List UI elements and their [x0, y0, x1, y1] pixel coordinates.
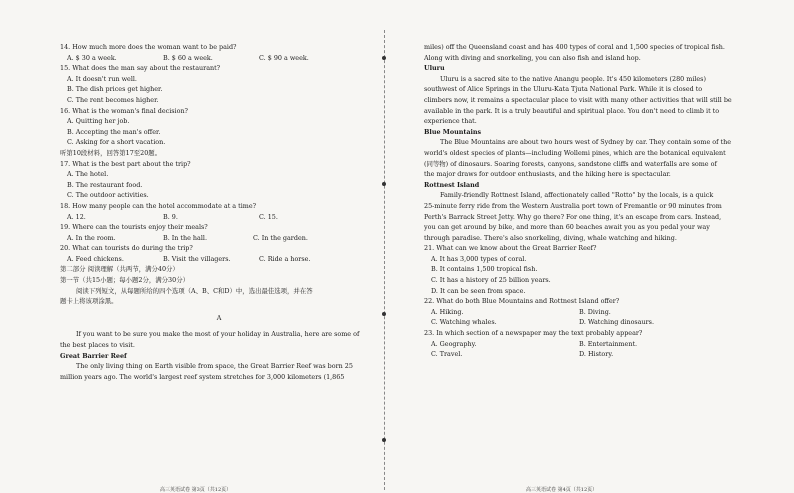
option-c: C. In the garden. [253, 233, 308, 242]
option-b: B. Entertainment. [579, 339, 638, 348]
section-one-heading: 第一节（共15小题；每小题2分，满分30分） [60, 276, 189, 285]
option-b: B. In the hall. [163, 233, 207, 242]
right-column [424, 42, 744, 360]
binding-dot [382, 312, 386, 316]
question-23-options-cd [424, 349, 744, 360]
option-a: A. In the room. [67, 233, 116, 242]
option-c: C. 15. [259, 212, 278, 221]
left-column [60, 42, 378, 382]
bm-line-1: The Blue Mountains are about two hours west of Sydney by car. They contain some of the [440, 138, 731, 147]
option-c: C. It has a history of 25 billion years. [431, 276, 551, 285]
question-19-options [60, 233, 378, 244]
uluru-line-1: Uluru is a sacred site to the native Anangu people. It's 450 kilometers (280 miles) [440, 74, 706, 83]
question-21: 21. What can we know about the Great Barrier Reef? [424, 244, 597, 253]
option-a: A. It has 3,000 types of coral. [431, 254, 527, 263]
question-20: 20. What can tourists do during the trip? [60, 244, 193, 253]
option-b: B. The restaurant food. [67, 180, 143, 189]
option-a: A. Feed chickens. [67, 254, 124, 263]
question-22-options-cd [424, 317, 744, 328]
option-b: B. 9. [163, 212, 178, 221]
instruction-line-1: 阅读下列短文，从每题所给的四个选项（A、B、C和D）中，选出最佳选项，并在答 [76, 286, 313, 295]
question-23: 23. In which section of a newspaper may the text probably appear? [424, 329, 643, 338]
option-a: A. $ 30 a week. [67, 53, 117, 62]
option-a: A. Quitting her job. [67, 117, 130, 126]
uluru-line-3: climbers now, it remains a spectacular place to visit with many other activities that will still be [424, 95, 732, 104]
option-b: B. The dish prices get higher. [67, 85, 163, 94]
option-b: B. $ 60 a week. [163, 53, 213, 62]
question-14: 14. How much more does the woman want to be paid? [60, 43, 237, 51]
ri-line-2: 25-minute ferry ride from the Western Australia port town of Fremantle or 90 minutes from [424, 201, 722, 210]
question-14-options [60, 53, 378, 64]
option-d: D. It can be seen from space. [431, 286, 526, 295]
option-b: B. Visit the villagers. [163, 254, 231, 263]
question-16: 16. What is the woman's final decision? [60, 106, 188, 115]
option-c: C. $ 90 a week. [259, 53, 309, 62]
question-15: 15. What does the man say about the restaurant? [60, 64, 221, 73]
page-footer-right: 高三英语试卷 第4页（共12页） [526, 487, 598, 493]
option-a: A. 12. [67, 212, 86, 221]
binding-dot [382, 182, 386, 186]
option-c: C. Travel. [431, 350, 463, 359]
uluru-line-2: southwest of Alice Springs in the Uluru-Kata Tjuta National Park. While it is closed to [424, 85, 703, 94]
uluru-line-5: experience that. [424, 117, 477, 126]
intro-line-1: If you want to be sure you make the most of your holiday in Australia, here are some of [76, 330, 360, 339]
bm-line-4: the major draws for outdoor enthusiasts, and the hiking here is spectacular. [424, 170, 671, 179]
option-c: C. The outdoor activities. [67, 191, 149, 200]
question-22-options-ab [424, 307, 744, 318]
option-c: C. Watching whales. [431, 318, 497, 327]
option-b: B. Diving. [579, 307, 611, 316]
option-a: A. Geography. [431, 339, 477, 348]
question-18-options [60, 212, 378, 223]
ri-line-1: Family-friendly Rottnest Island, affectionately called "Rotto" by the locals, is a quick [440, 191, 714, 200]
section-title-gbr: Great Barrier Reef [60, 351, 127, 360]
intro-line-2: the best places to visit. [60, 341, 135, 350]
question-17: 17. What is the best part about the trip? [60, 159, 191, 168]
question-23-options-ab [424, 339, 744, 350]
ri-line-3: Perth's Barrack Street Jetty. Why go there? For one thing, it's an escape from cars. Instead, [424, 212, 722, 221]
part-two-heading: 第二部分 阅读理解（共两节，满分40分） [60, 265, 179, 274]
option-b: B. It contains 1,500 tropical fish. [431, 265, 538, 274]
gbr-line-2: million years ago. The world's largest reef system stretches for 3,000 kilometers (1,865 [60, 372, 345, 381]
gbr-line-1: The only living thing on Earth visible from space, the Great Barrier Reef was born 25 [76, 362, 353, 371]
option-d: D. Watching dinosaurs. [579, 318, 654, 327]
column-divider [384, 30, 385, 490]
material-note: 听第10段材料，回答第17至20题。 [60, 148, 162, 157]
page-footer-left: 高三英语试卷 第3页（共12页） [160, 487, 232, 493]
option-c: C. Asking for a short vacation. [67, 138, 166, 147]
ri-line-4: you can get around by bike, and more than 60 beaches await you as you pedal your way [424, 223, 710, 232]
uluru-line-4: available in the park. It is a truly beautiful and spiritual place. You don't need to climb it to [424, 106, 720, 115]
ri-line-5: through paradise. There's also snorkeling, diving, whale watching and hiking. [424, 233, 677, 242]
section-title-uluru: Uluru [424, 64, 445, 73]
option-a: A. It doesn't run well. [67, 74, 137, 83]
option-b: B. Accepting the man's offer. [67, 127, 161, 136]
bm-line-2: world's oldest species of plants—including Wollemi pines, which are the botanical equivalent [424, 148, 726, 157]
section-title-blue-mountains: Blue Mountains [424, 127, 482, 136]
instruction-line-2: 题卡上将该项涂黑。 [60, 297, 118, 306]
binding-dot [382, 438, 386, 442]
passage-label: A [216, 313, 222, 322]
question-22: 22. What do both Blue Mountains and Rottnest Island offer? [424, 297, 620, 306]
option-c: C. The rent becomes higher. [67, 95, 159, 104]
option-c: C. Ride a horse. [259, 254, 311, 263]
option-d: D. History. [579, 350, 614, 359]
question-19: 19. Where can the tourists enjoy their meals? [60, 223, 208, 232]
option-a: A. Hiking. [431, 307, 464, 316]
option-a: A. The hotel. [67, 170, 109, 179]
question-20-options [60, 254, 378, 265]
question-18: 18. How many people can the hotel accommodate at a time? [60, 201, 257, 210]
bm-line-3: (同等物) of dinosaurs. Soaring forests, canyons, sandstone cliffs and waterfalls are some of [424, 159, 717, 168]
section-title-rottnest: Rottnest Island [424, 180, 480, 189]
binding-dot [382, 56, 386, 60]
gbr-line-3: miles) off the Queensland coast and has 400 types of coral and 1,500 species of tropical fish. [424, 43, 725, 51]
gbr-line-4: Along with diving and snorkeling, you can also fish and island hop. [424, 53, 641, 62]
